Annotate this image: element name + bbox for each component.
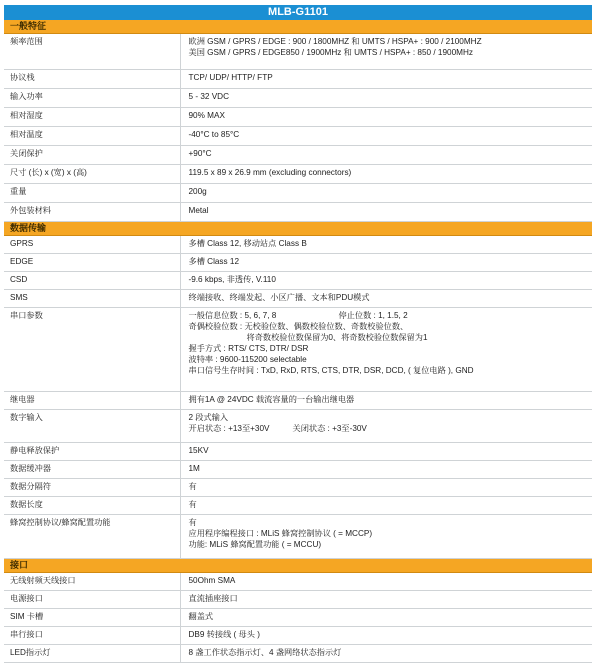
section-header-general [4, 20, 592, 34]
stop-bits: 停止位数 : 1, 1.5, 2 [338, 311, 408, 320]
table-row [4, 165, 592, 184]
table-row [4, 573, 592, 591]
value-line: 2 段式输入 [188, 413, 229, 422]
row-value: DB9 转接线 ( 母头 ) [180, 627, 592, 645]
on-state: 开启状态 : +13至+30V [188, 424, 270, 433]
row-value: 15KV [180, 443, 592, 461]
row-value [180, 410, 592, 443]
value-line: 有 [188, 518, 197, 527]
value-line: 美国 GSM / GPRS / EDGE850 / 1900MHz 和 UMTS / HSPA+ : 850 / 1900MHz [188, 48, 473, 57]
table-row [4, 627, 592, 645]
row-value: Metal [180, 203, 592, 222]
row-value: 1M [180, 461, 592, 479]
value-line: 波特率 : 9600-115200 selectable [188, 355, 307, 364]
row-label: SIM 卡槽 [4, 609, 180, 627]
row-value [180, 34, 592, 70]
row-label: 频率范围 [4, 34, 180, 70]
table-row [4, 591, 592, 609]
row-value: 5 - 32 VDC [180, 89, 592, 108]
row-label: 协议栈 [4, 70, 180, 89]
row-value: -9.6 kbps, 非透传, V.110 [180, 272, 592, 290]
table-row [4, 108, 592, 127]
row-label: 外包装材料 [4, 203, 180, 222]
table-row [4, 290, 592, 308]
row-label: 数据长度 [4, 497, 180, 515]
row-label: 电源接口 [4, 591, 180, 609]
row-label: 数字输入 [4, 410, 180, 443]
table-row [4, 497, 592, 515]
table-row [4, 89, 592, 108]
section-header-data-transfer [4, 222, 592, 236]
table-row [4, 184, 592, 203]
row-value: 翻盖式 [180, 609, 592, 627]
row-value: 90% MAX [180, 108, 592, 127]
row-label: 重量 [4, 184, 180, 203]
row-label: 串行接口 [4, 627, 180, 645]
row-label: 尺寸 (长) x (宽) x (高) [4, 165, 180, 184]
row-label: 关闭保护 [4, 146, 180, 165]
spec-table [4, 20, 592, 663]
row-label: 串口参数 [4, 308, 180, 392]
value-line: 欧洲 GSM / GPRS / EDGE : 900 / 1800MHZ 和 UMTS / HSPA+ : 900 / 2100MHZ [188, 37, 482, 46]
table-row [4, 479, 592, 497]
table-row [4, 308, 592, 392]
row-value: 终端接收、终端发起、小区广播、文本和PDU模式 [180, 290, 592, 308]
table-row [4, 34, 592, 70]
table-row [4, 392, 592, 410]
table-row [4, 645, 592, 663]
table-row [4, 146, 592, 165]
data-bits: 一般信息位数 : 5, 6, 7, 8 [188, 311, 277, 320]
value-line: 将奇数校验位数保留为0、将奇数校验位数保留为1 [246, 333, 428, 342]
value-line: 奇偶校验位数 : 无校验位数、偶数校验位数、奇数校验位数、 [188, 322, 409, 331]
row-value [180, 515, 592, 559]
row-value: 拥有1A @ 24VDC 载流容量的一台输出继电器 [180, 392, 592, 410]
row-value: 8 盏工作状态指示灯、4 盏网络状态指示灯 [180, 645, 592, 663]
row-label: EDGE [4, 254, 180, 272]
row-label: LED指示灯 [4, 645, 180, 663]
row-label: 相对温度 [4, 127, 180, 146]
table-row [4, 443, 592, 461]
row-value: 200g [180, 184, 592, 203]
section-title: 接口 [4, 559, 592, 573]
row-label: 静电释放保护 [4, 443, 180, 461]
value-line: 串口信号生存时间 : TxD, RxD, RTS, CTS, DTR, DSR, DCD, ( 复位电路 ), GND [188, 366, 474, 375]
section-title: 数据传输 [4, 222, 592, 236]
row-label: CSD [4, 272, 180, 290]
row-label: 继电器 [4, 392, 180, 410]
row-value [180, 308, 592, 392]
value-line: 握手方式 : RTS/ CTS, DTR/ DSR [188, 344, 309, 353]
row-value: 多槽 Class 12, 移动站点 Class B [180, 236, 592, 254]
table-row [4, 609, 592, 627]
row-value: TCP/ UDP/ HTTP/ FTP [180, 70, 592, 89]
row-value: 多槽 Class 12 [180, 254, 592, 272]
row-value: 119.5 x 89 x 26.9 mm (excluding connectors) [180, 165, 592, 184]
table-row [4, 203, 592, 222]
value-line: 应用程序编程接口 : MLiS 蜂窝控制协议 ( = MCCP) [188, 529, 373, 538]
row-value: 50Ohm SMA [180, 573, 592, 591]
value-line: 功能: MLiS 蜂窝配置功能 ( = MCCU) [188, 540, 322, 549]
section-header-interfaces [4, 559, 592, 573]
table-row [4, 127, 592, 146]
table-row [4, 236, 592, 254]
row-label: GPRS [4, 236, 180, 254]
spec-sheet [4, 5, 592, 663]
document-title: MLB-G1101 [4, 5, 592, 20]
table-row [4, 254, 592, 272]
row-label: 蜂窝控制协议/蜂窝配置功能 [4, 515, 180, 559]
table-row [4, 410, 592, 443]
value-line [189, 310, 589, 321]
row-value: 直流插座接口 [180, 591, 592, 609]
row-label: 无线射频天线接口 [4, 573, 180, 591]
table-row [4, 272, 592, 290]
row-value: 有 [180, 497, 592, 515]
table-row [4, 515, 592, 559]
row-value: -40°C to 85°C [180, 127, 592, 146]
off-state: 关闭状态 : +3至-30V [292, 424, 367, 433]
row-value: 有 [180, 479, 592, 497]
section-title: 一般特征 [4, 20, 592, 34]
row-label: 数据分隔符 [4, 479, 180, 497]
value-line [189, 423, 589, 434]
row-label: 输入功率 [4, 89, 180, 108]
row-label: 数据缓冲器 [4, 461, 180, 479]
row-label: SMS [4, 290, 180, 308]
row-value: +90°C [180, 146, 592, 165]
row-label: 相对湿度 [4, 108, 180, 127]
table-row [4, 461, 592, 479]
table-row [4, 70, 592, 89]
